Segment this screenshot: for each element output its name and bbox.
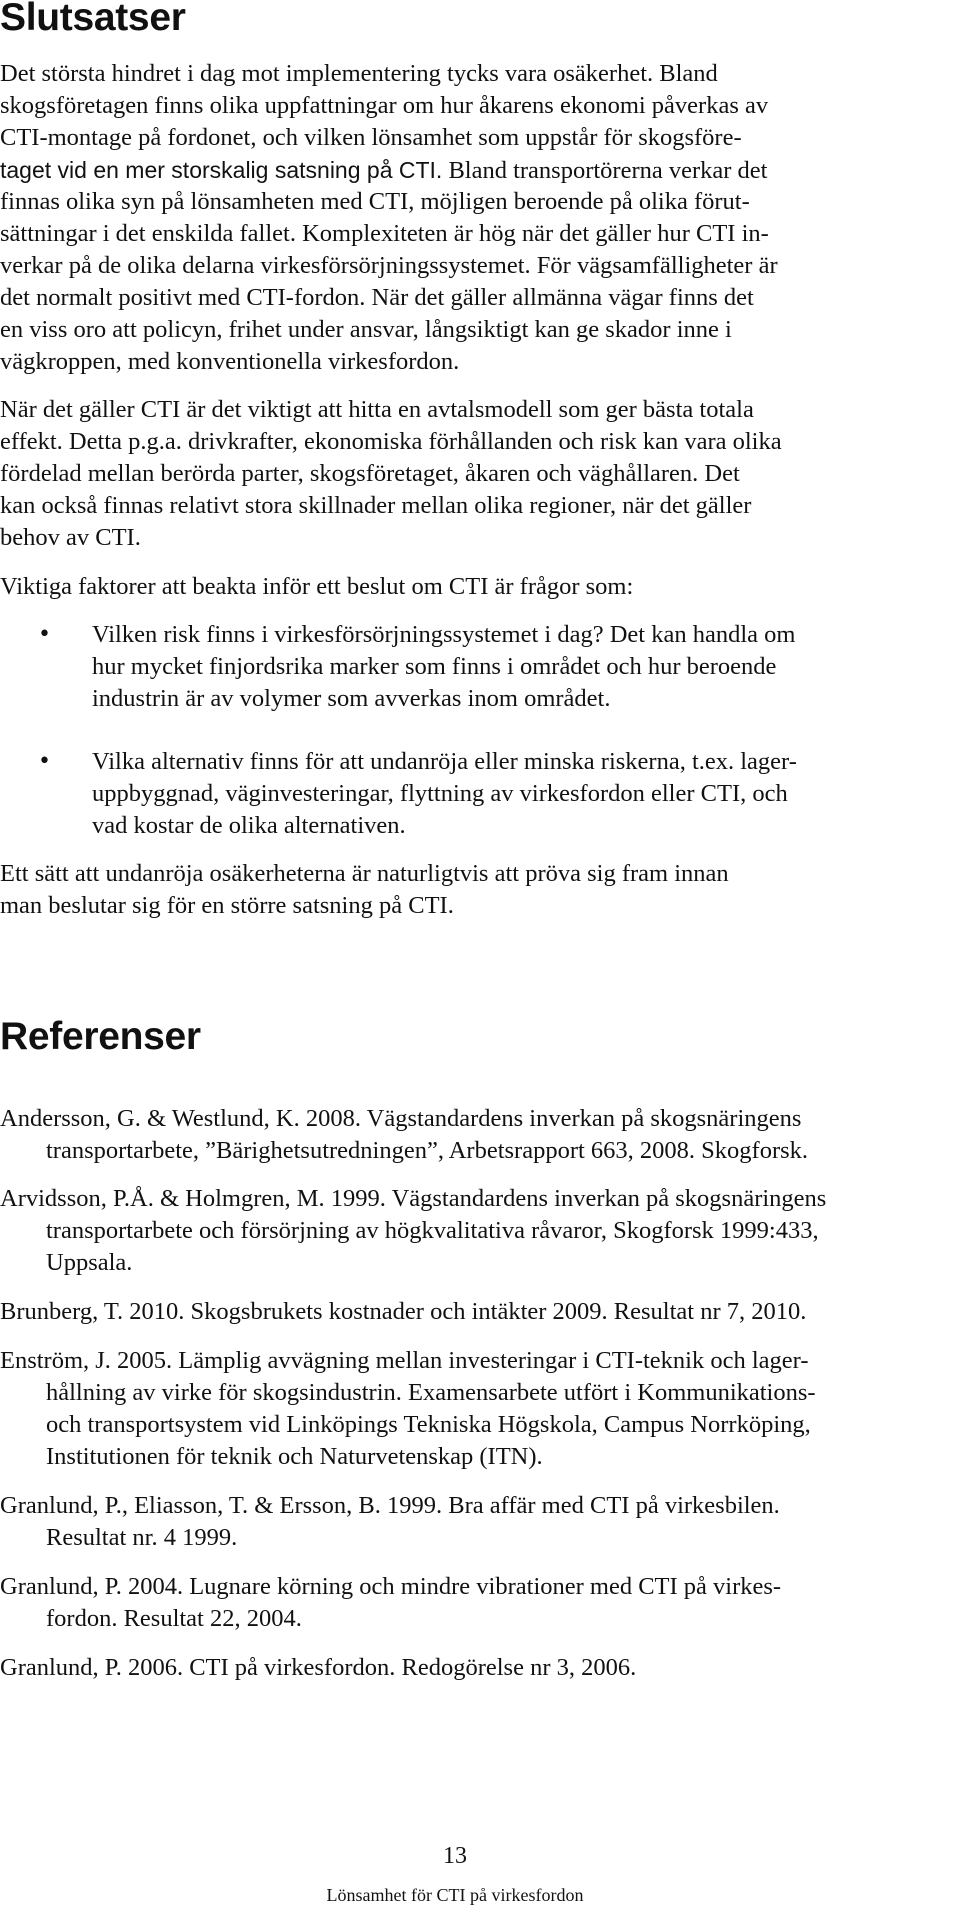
paragraph-line: CTI-montage på fordonet, och vilken lönsamhet som uppstår för skogsföre- <box>0 124 742 151</box>
paragraph-line: skogsföretagen finns olika uppfattningar om hur åkarens ekonomi påverkas av <box>0 92 769 119</box>
paragraph-line: vägkroppen, med konventionella virkesfordon. <box>0 348 460 375</box>
reference-line: Andersson, G. & Westlund, K. 2008. Vägstandardens inverkan på skogsnäringens <box>0 1105 802 1132</box>
bullet-line: vad kostar de olika alternativen. <box>92 812 406 839</box>
reference-line: transportarbete, ”Bärighetsutredningen”, Arbetsrapport 663, 2008. Skogforsk. <box>46 1137 809 1164</box>
paragraph-line: När det gäller CTI är det viktigt att hitta en avtalsmodell som ger bästa totala <box>0 396 754 423</box>
bullet-line: uppbyggnad, väginvesteringar, flyttning av virkesfordon eller CTI, och <box>92 780 788 807</box>
reference-line: Brunberg, T. 2010. Skogsbrukets kostnader och intäkter 2009. Resultat nr 7, 2010. <box>0 1298 807 1325</box>
reference-line: Uppsala. <box>46 1249 133 1276</box>
bullet-icon: • <box>38 749 51 774</box>
section-heading-referenser: Referenser <box>0 1015 201 1058</box>
reference-line: fordon. Resultat 22, 2004. <box>46 1605 302 1632</box>
reference-line: Enström, J. 2005. Lämplig avvägning mellan investeringar i CTI-teknik och lager- <box>0 1347 809 1374</box>
paragraph-line: verkar på de olika delarna virkesförsörjningssystemet. För vägsamfälligheter är <box>0 252 778 279</box>
paragraph-line: Det största hindret i dag mot implementering tycks vara osäkerhet. Bland <box>0 60 718 87</box>
paragraph-line: en viss oro att policyn, frihet under ansvar, långsiktigt kan ge skador inne i <box>0 316 732 343</box>
paragraph-line: taget vid en mer storskalig satsning på CTI. Bland transportörerna verkar det <box>0 157 768 184</box>
paragraph-faktorer: Viktiga faktorer att beakta inför ett beslut om CTI är frågor som: <box>0 573 634 600</box>
paragraph-line: man beslutar sig för en större satsning på CTI. <box>0 892 454 919</box>
bullet-line: hur mycket finjordsrika marker som finns i området och hur beroende <box>92 653 777 680</box>
reference-line: Granlund, P., Eliasson, T. & Ersson, B. 1999. Bra affär med CTI på virkesbilen. <box>0 1492 780 1519</box>
reference-line: och transportsystem vid Linköpings Tekniska Högskola, Campus Norrköping, <box>46 1411 811 1438</box>
bullet-line: Vilken risk finns i virkesförsörjningssystemet i dag? Det kan handla om <box>92 621 796 648</box>
reference-line: transportarbete och försörjning av högkvalitativa råvaror, Skogforsk 1999:433, <box>46 1217 819 1244</box>
bullet-icon: • <box>38 622 51 647</box>
paragraph-line: fördelad mellan berörda parter, skogsföretaget, åkaren och väghållaren. Det <box>0 460 740 487</box>
section-heading-slutsatser: Slutsatser <box>0 0 186 39</box>
paragraph-line: det normalt positivt med CTI-fordon. När det gäller allmänna vägar finns det <box>0 284 754 311</box>
paragraph-line: behov av CTI. <box>0 524 141 551</box>
paragraph-line: Ett sätt att undanröja osäkerheterna är naturligtvis att pröva sig fram innan <box>0 860 729 887</box>
reference-line: Resultat nr. 4 1999. <box>46 1524 238 1551</box>
reference-line: hållning av virke för skogsindustrin. Examensarbete utfört i Kommunikations- <box>46 1379 816 1406</box>
paragraph-line: finnas olika syn på lönsamheten med CTI, möjligen beroende på olika förut- <box>0 188 750 215</box>
reference-line: Granlund, P. 2006. CTI på virkesfordon. Redogörelse nr 3, 2006. <box>0 1654 637 1681</box>
bullet-line: Vilka alternativ finns för att undanröja eller minska riskerna, t.ex. lager- <box>92 748 797 775</box>
paragraph-line: effekt. Detta p.g.a. drivkrafter, ekonomiska förhållanden och risk kan vara olika <box>0 428 782 455</box>
reference-line: Institutionen för teknik och Naturvetenskap (ITN). <box>46 1443 543 1470</box>
bullet-line: industrin är av volymer som avverkas inom området. <box>92 685 611 712</box>
paragraph-line: sättningar i det enskilda fallet. Komplexiteten är hög när det gäller hur CTI in- <box>0 220 769 247</box>
reference-line: Arvidsson, P.Å. & Holmgren, M. 1999. Vägstandardens inverkan på skogsnäringens <box>0 1185 827 1212</box>
reference-line: Granlund, P. 2004. Lugnare körning och mindre vibrationer med CTI på virkes- <box>0 1573 782 1600</box>
footer-title: Lönsamhet för CTI på virkesfordon <box>326 1885 584 1905</box>
page-number: 13 <box>443 1843 467 1869</box>
paragraph-line: kan också finnas relativt stora skillnader mellan olika regioner, när det gäller <box>0 492 752 519</box>
